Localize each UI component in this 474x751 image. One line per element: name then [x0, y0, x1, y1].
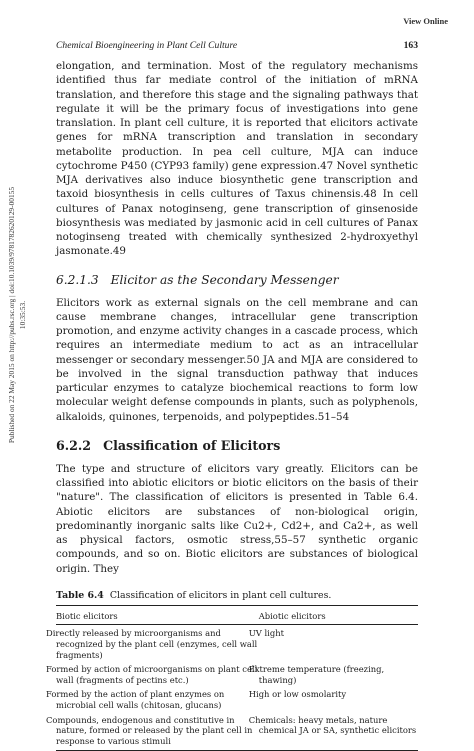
table-cell-biotic: Formed by the action of plant enzymes on microbial cell walls (chitosan, glucans) [46, 689, 225, 710]
table-row [56, 625, 418, 661]
table-row [56, 712, 418, 751]
table-row [56, 686, 418, 711]
subsection-heading [56, 273, 418, 287]
table-cell-biotic: Compounds, endogenous and constitutive in nature, formed or released by the plant cell in response to various stimuli [56, 712, 259, 751]
running-head [56, 40, 418, 51]
table-header-biotic: Biotic elicitors [56, 605, 259, 625]
table-cell-biotic: Formed by action of microorganisms on plant cell wall (fragments of pectins etc.) [46, 664, 258, 685]
table-row [56, 661, 418, 686]
view-online-link[interactable]: View Online [403, 16, 448, 26]
paragraph-1: elongation, and termination. Most of the regulatory mechanisms identified thus far mediate control of the initiation of mRNA translation, and therefore this stage and the signaling pathways that regulate it will be the primary focus of investigations into gene translation. In plant cell culture, it is reported that elicitors activate genes for mRNA transcription and translation in secondary metabolite production. In pea cell culture, MJA can induce cytochrome P450 (CYP93 family) gene expression.47 Novel synthetic MJA derivatives also induce biosynthetic gene transcription and taxoid biosynthesis in cells cultures of Taxus chinensis.48 In cell cultures of Panax notoginseng, gene transcription of ginsenoside biosynthesis was mediated by jasmonic acid in cell cultures of Panax notoginseng treated with chemically synthesized 2-hydroxyethyl jasmonate.49 [56, 60, 418, 258]
elicitor-table [46, 605, 418, 751]
paragraph-2: Elicitors work as external signals on the cell membrane and can cause membrane changes, intracellular gene transcription promotion, and enzyme activity changes in a cascade process, which requires an intermediate medium to act as an intracellular messenger or secondary messenger.50 JA and MJA are considered to be involved in the signal transduction pathway that induces particular enzymes to catalyze biochemical reactions to form low molecular weight defense compounds in plants, such as polyphenols, alkaloids, quinones, terpenoids, and polypeptides.51–54 [56, 296, 418, 423]
subsection-number: 6.2.1.3 [56, 272, 99, 287]
page-content [46, 40, 418, 751]
table-caption [56, 590, 418, 601]
table-cell-biotic: Directly released by microorganisms and recognized by the plant cell (enzymes, cell wall fragments) [46, 628, 258, 660]
running-head-title: Chemical Bioengineering in Plant Cell Culture [56, 40, 238, 51]
side-publication-note [6, 80, 46, 550]
table-header-abiotic: Abiotic elicitors [259, 605, 418, 625]
table-cell-abiotic: Extreme temperature (freezing, thawing) [248, 664, 385, 685]
page-number: 163 [403, 40, 418, 51]
table-cell-abiotic: Chemicals: heavy metals, nature chemical JA or SA, synthetic elicitors [259, 712, 418, 751]
section-number: 6.2.2 [56, 437, 92, 453]
side-note-published-line: Published on 22 May 2015 on http://pubs.rsc.org | doi:10.1039/9781782620129-00155 [7, 186, 16, 444]
section-heading [56, 438, 418, 453]
paragraph-3: The type and structure of elicitors vary greatly. Elicitors can be classified into abiotic elicitors or biotic elicitors on the basis of their "nature". The classification of elicitors is presented in Table 6.4. Abiotic elicitors are substances of non-biological origin, predominantly inorganic salts like Cu2+, Cd2+, and Ca2+, as well as physical factors, osmotic stress,55–57 synthetic organic compounds, and so on. Biotic elicitors are substances of biological origin. They [56, 462, 418, 575]
table-header-row [56, 605, 418, 625]
section-title: Classification of Elicitors [103, 437, 281, 453]
table-label: Table 6.4 [56, 589, 104, 601]
table-cell-abiotic: UV light [248, 628, 284, 639]
subsection-title: Elicitor as the Secondary Messenger [110, 272, 339, 287]
table-caption-text: Classification of elicitors in plant cell cultures. [109, 589, 332, 601]
side-note-time-line: 10:35:53. [18, 300, 27, 330]
table-cell-abiotic: High or low osmolarity [248, 689, 347, 700]
